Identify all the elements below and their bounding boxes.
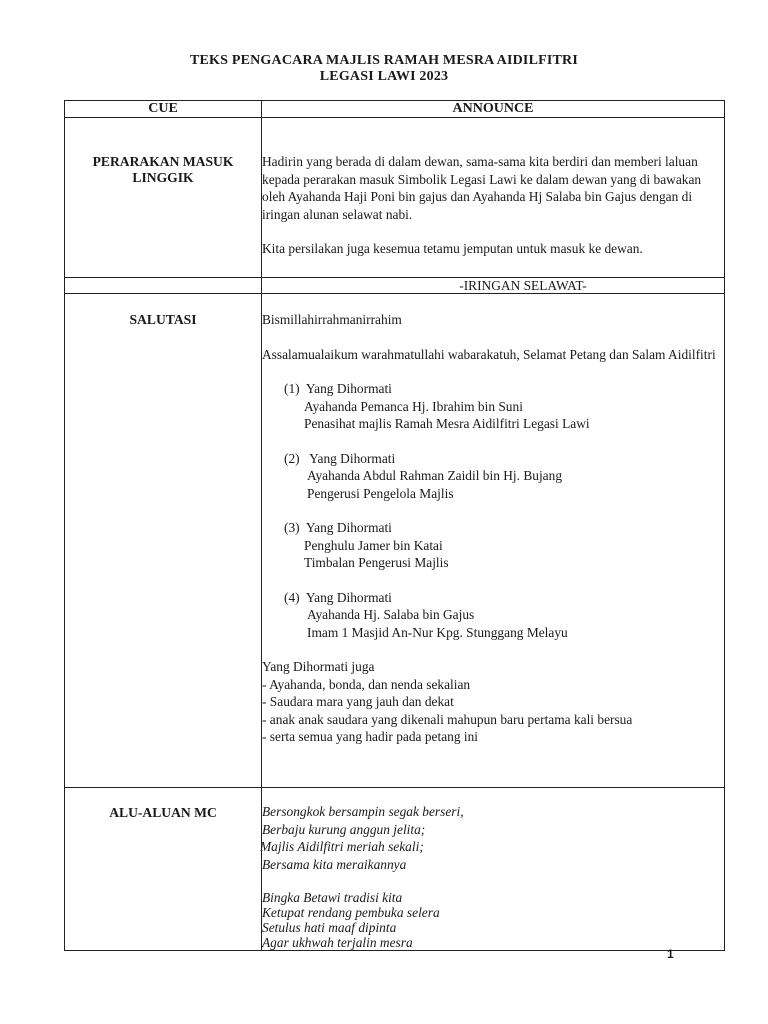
column-header-cue: CUE [65,101,262,118]
announce-cell [262,278,725,294]
table-row [65,788,725,951]
table-row [65,118,725,278]
iringan-label: -IRINGAN SELAWAT- [459,278,587,293]
also-item: - serta semua yang hadir pada petang ini [262,729,479,744]
announce-opening: Bismillahirrahmanirrahim [262,312,402,327]
cue-label: SALUTASI [129,312,197,327]
also-heading: Yang Dihormati juga [262,659,375,674]
cue-cell [65,278,262,294]
announce-cell [262,294,725,788]
verse-line: Agar ukhwah terjalin mesra [262,935,413,950]
dignitary-heading: (3) Yang Dihormati [284,520,392,535]
table-row [65,278,725,294]
verse-line: Berbaju kurung anggun jelita; [262,821,426,837]
verse-line: Bersama kita meraikannya [262,856,407,872]
dignitary-heading: (2) Yang Dihormati [284,450,396,466]
dignitary-role: Penasihat majlis Ramah Mesra Aidilfitri Legasi Lawi [304,416,590,431]
dignitary-role: Timbalan Pengerusi Majlis [304,555,449,570]
also-item: - Ayahanda, bonda, dan nenda sekalian [262,676,471,692]
announce-paragraph: Hadirin yang berada di dalam dewan, sama-sama kita berdiri dan memberi laluan kepada perarakan masuk Simbolik Legasi Lawi ke dalam dewan yang di bawakan oleh Ayahanda Haji Poni bin gajus dan Ayahanda Hj Salaba bin Gajus dengan di iringan alunan selawat nabi. [262,154,702,222]
column-header-announce: ANNOUNCE [262,101,725,118]
also-item: - Saudara mara yang jauh dan dekat [262,694,454,709]
dignitary-role: Imam 1 Masjid An-Nur Kpg. Stunggang Melayu [307,624,568,640]
also-item: - anak anak saudara yang dikenali mahupun baru pertama kali bersua [262,711,633,727]
cue-label: PERARAKAN MASUK LINGGIK [92,154,234,185]
cue-cell [65,294,262,788]
announce-greeting: Assalamualaikum warahmatullahi wabarakatuh, Selamat Petang dan Salam Aidilfitri [262,346,716,362]
verse-line: Setulus hati maaf dipinta [262,920,397,935]
dignitary-heading: (1) Yang Dihormati [284,381,392,396]
dignitary-role: Pengerusi Pengelola Majlis [307,485,454,501]
script-table [64,100,725,951]
announce-paragraph: Kita persilakan juga kesemua tetamu jemputan untuk masuk ke dewan. [262,241,643,256]
document-title: TEKS PENGACARA MAJLIS RAMAH MESRA AIDILFITRI [189,53,579,68]
verse-line: Ketupat rendang pembuka selera [262,905,440,920]
cue-cell [65,118,262,278]
dignitary-heading: (4) Yang Dihormati [284,589,392,605]
dignitary-name: Ayahanda Hj. Salaba bin Gajus [307,607,475,622]
dignitary-name: Ayahanda Abdul Rahman Zaidil bin Hj. Bujang [307,468,563,483]
dignitary-name: Ayahanda Pemanca Hj. Ibrahim bin Suni [304,398,523,414]
announce-cell [262,788,725,951]
verse-line: Bersongkok bersampin segak berseri, [262,804,464,819]
document-subtitle: LEGASI LAWI 2023 [319,69,449,84]
dignitary-name: Penghulu Jamer bin Katai [304,537,443,553]
verse-line: Bingka Betawi tradisi kita [262,890,403,905]
announce-cell [262,118,725,278]
page-number: 1 [667,947,674,961]
table-row [65,294,725,788]
cue-label: ALU-ALUAN MC [109,805,217,820]
cue-cell [65,788,262,951]
table-header-row [65,101,725,118]
verse-line: Majlis Aidilfitri meriah sekali; [260,839,424,854]
